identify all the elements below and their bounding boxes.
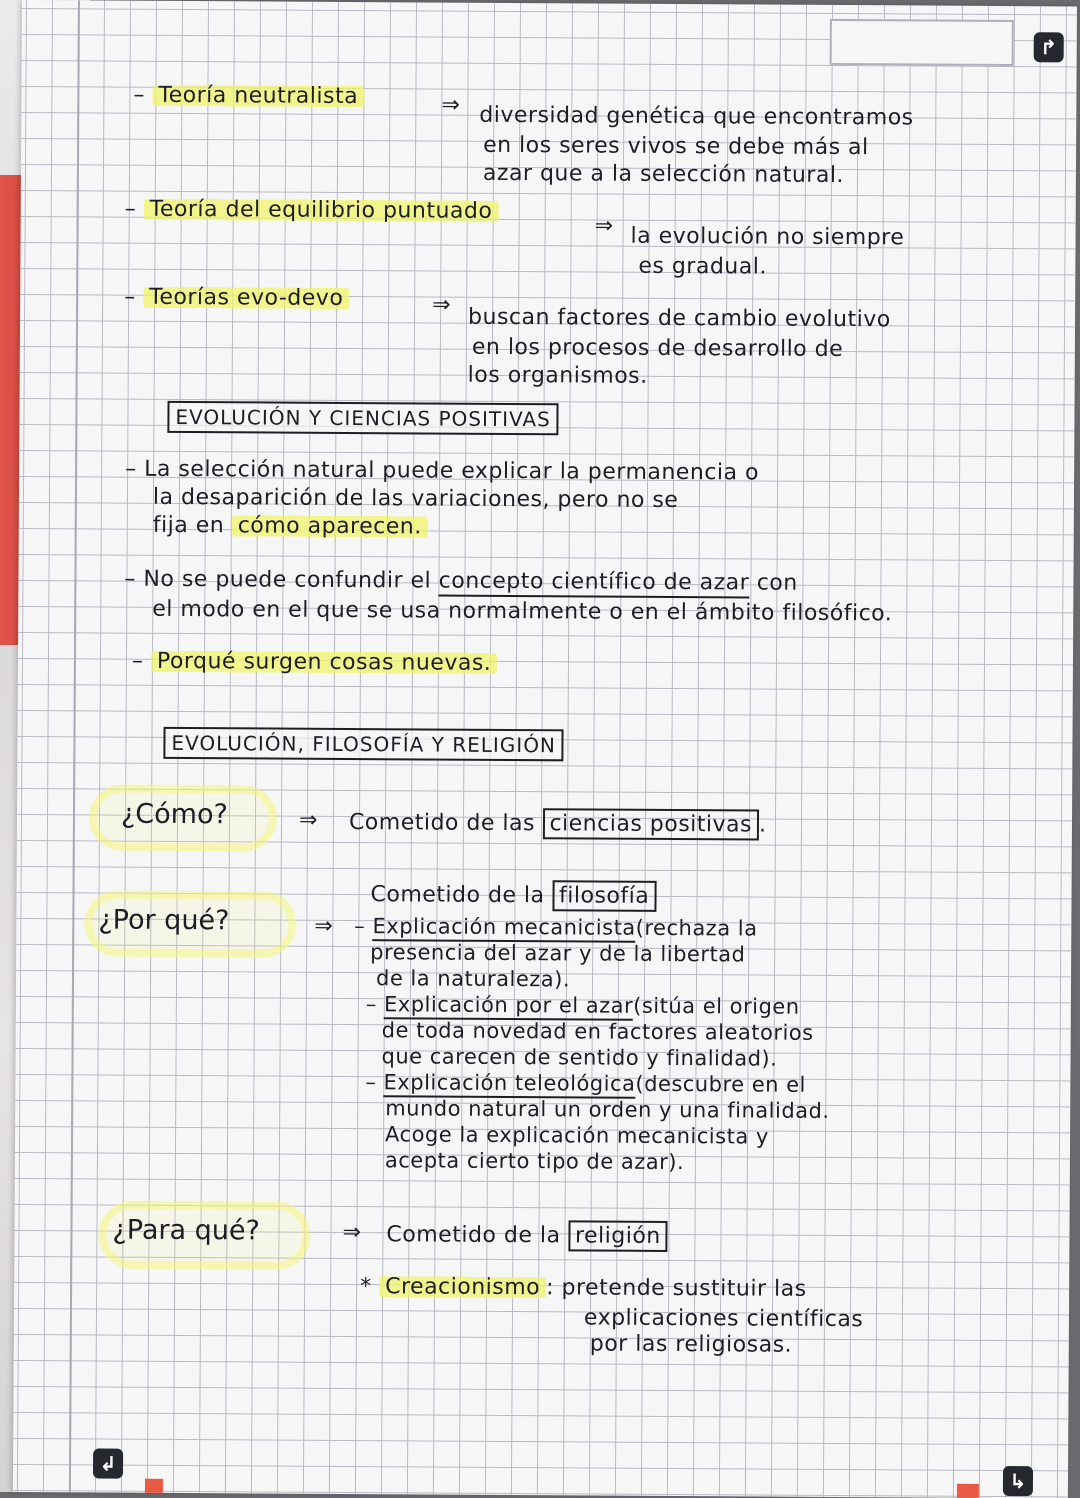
theory-1-line-3: azar que a la selección natural. [482,160,845,189]
margin-line [69,0,80,1492]
s1-bullet-1-line-3: fija en cómo aparecen. [153,513,428,541]
porque-item-1-line-1: – Explicación mecanicista(rechaza la [354,914,757,942]
como-answer: Cometido de las ciencias positivas . [349,810,767,839]
theory-2-line-1: la evolución no siempre [630,223,905,251]
theory-1-term: – Teoría neutralista [133,83,364,111]
theory-2-arrow: ⇒ [594,213,614,239]
question-por-que: ¿Por qué? [98,904,230,937]
theory-3-term: – Teorías evo-devo [124,285,349,313]
theory-1-line-2: en los seres vivos se debe más al [483,132,869,161]
corner-arrow-icon: ↳ [1003,1466,1033,1496]
theory-3-arrow: ⇒ [432,292,452,318]
porque-item-2-line-2: de toda novedad en factores aleatorios [381,1018,814,1045]
porque-arrow: ⇒ [314,913,334,939]
question-como: ¿Cómo? [120,798,228,831]
question-para-que: ¿Para qué? [112,1214,260,1247]
creacionismo-line-1: * Creacionismo : pretende sustituir las [360,1274,807,1302]
theory-3-line-3: los organismos. [467,362,648,389]
porque-item-2-line-1: – Explicación por el azar(sitúa el origen [365,992,800,1019]
creacionismo-line-3: por las religiosas. [589,1331,793,1358]
porque-item-3-line-4: acepta cierto tipo de azar). [384,1148,685,1175]
theory-2-line-2: es gradual. [638,253,767,280]
porque-item-1-line-2: presencia del azar y de la libertad [370,940,746,967]
creacionismo-line-2: explicaciones científicas [583,1305,864,1333]
porque-item-2-line-3: que carecen de sentido y finalidad). [381,1044,778,1071]
paraque-cometido: Cometido de la religión [386,1222,667,1250]
s1-bullet-2-line-1: – No se puede confundir el concepto científico de azar con [124,567,797,598]
red-tab-mark [957,1484,979,1498]
notebook-page [13,0,1077,1498]
s1-bullet-2-line-2: el modo en el que se usa normalmente o en el ámbito filosófico. [152,596,893,627]
header-date-box [830,19,1014,66]
s1-bullet-1-line-2: la desaparición de las variaciones, pero no se [152,484,679,514]
s1-bullet-3: – Porqué surgen cosas nuevas. [132,649,498,678]
porque-item-3-line-1: – Explicación teleológica(descubre en el [365,1070,806,1097]
corner-arrow-icon: ↲ [93,1448,123,1478]
s1-bullet-1-line-1: – La selección natural puede explicar la permanencia o [125,456,760,486]
section-title-ciencias-positivas: EVOLUCIÓN Y CIENCIAS POSITIVAS [167,401,559,435]
theory-1-line-1: diversidad genética que encontramos [479,102,914,131]
theory-2-term: – Teoría del equilibrio puntuado [125,197,499,226]
theory-3-line-1: buscan factores de cambio evolutivo [467,304,891,333]
theory-1-arrow: ⇒ [441,92,461,118]
porque-item-3-line-2: mundo natural un orden y una finalidad. [385,1096,830,1123]
como-arrow: ⇒ [298,807,319,833]
corner-arrow-icon: ↱ [1034,32,1064,62]
porque-item-3-line-3: Acoge la explicación mecanicista y [385,1122,769,1149]
theory-3-line-2: en los procesos de desarrollo de [471,334,844,363]
porque-cometido: Cometido de la filosofía [370,882,656,910]
red-tab-mark [145,1479,163,1493]
paraque-arrow: ⇒ [342,1219,362,1246]
porque-item-1-line-3: de la naturaleza). [375,966,571,992]
section-title-filosofia-religion: EVOLUCIÓN, FILOSOFÍA Y RELIGIÓN [163,727,564,761]
